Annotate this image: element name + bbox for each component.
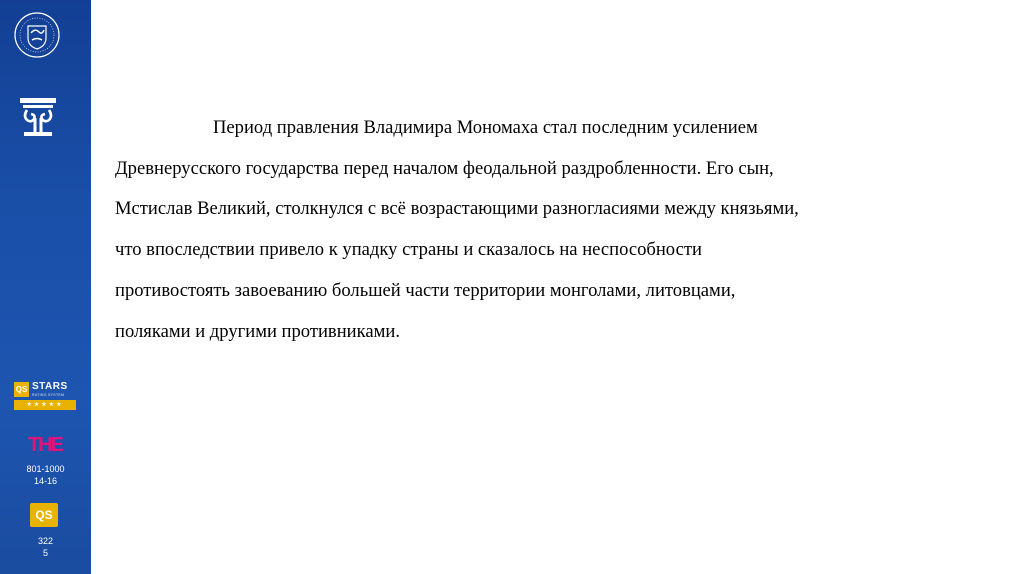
text-line: что впоследствии привело к упадку страны и сказалось на неспособности [115, 239, 702, 261]
qs-stars-brand: QS [14, 382, 29, 397]
text-line: Мстислав Великий, столкнулся с всё возрастающими разногласиями между князьями, [115, 198, 799, 220]
the-ranking-values [0, 463, 91, 487]
qs-rank-line-1: 322 [37, 536, 54, 546]
text-line: поляками и другими противниками. [115, 320, 400, 342]
main-paragraph [115, 108, 975, 352]
qs-rank-line-2: 5 [42, 548, 48, 558]
the-ranking-logo: THE [28, 434, 62, 456]
the-rank-line-1: 801-1000 [26, 464, 65, 474]
qs-stars-label: STARS [32, 381, 68, 392]
qs-ranking-values [0, 535, 91, 559]
text-line: Древнерусского государства перед началом феодальной раздробленности. Его сын, [115, 157, 774, 179]
stars-rating-icon: ★★★★★ [14, 400, 76, 410]
qs-stars-badge [14, 381, 76, 413]
qs-ranking-logo: QS [30, 503, 58, 527]
the-rank-line-2: 14-16 [33, 476, 58, 486]
text-line: противостоять завоеванию большей части территории монголами, литовцами, [115, 279, 736, 301]
university-seal-icon [13, 11, 61, 59]
column-icon [18, 96, 58, 138]
sidebar [0, 0, 91, 574]
qs-stars-subtitle: RATING SYSTEM [32, 393, 65, 397]
text-line: Период правления Владимира Мономаха стал последним усилением [213, 117, 758, 138]
